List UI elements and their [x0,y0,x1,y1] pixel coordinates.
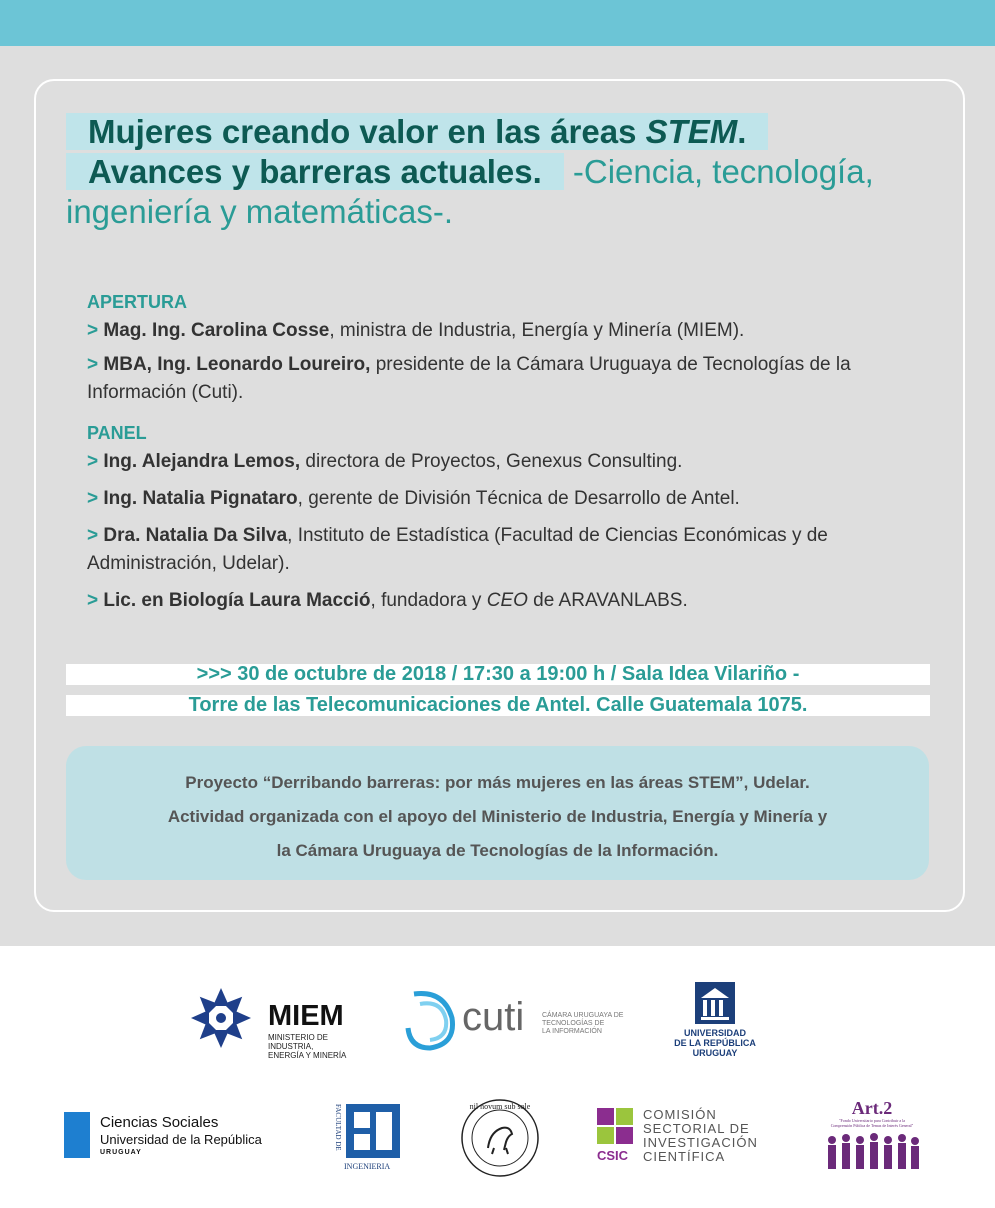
cuti-swirl-icon [404,988,458,1052]
program-list [87,286,887,615]
cs-name: Ciencias Sociales [100,1114,219,1131]
fing-logo [330,1104,406,1174]
list-item: > Mag. Ing. Carolina Cosse, ministra de Industria, Energía y Minería (MIEM). [87,320,745,341]
miem-subtitle: MINISTERIO DE INDUSTRIA, ENERGÍA Y MINERÍA [268,1033,347,1060]
csic-name: COMISIÓN SECTORIAL DE INVESTIGACIÓN CIENTÍFICA [643,1107,758,1164]
art2-subtitle: "Fondo Universitario para Contribuir a la Comprensión Pública de Temas de Interés General" [830,1118,914,1128]
csic-abbr: CSIC [597,1148,629,1163]
title-subtitle: -Ciencia, tecnología, ingeniería y matemáticas-. [66,153,874,230]
event-title [66,112,896,232]
cuti-name: cuti [462,995,525,1039]
udelar-building-icon [693,980,737,1026]
miem-name: MIEM [268,1000,344,1032]
title-line-2: Avances y barreras actuales. [66,153,564,190]
cs-country: URUGUAY [100,1149,142,1156]
project-line-2: Actividad organizada con el apoyo del Ministerio de Industria, Energía y Minería y [167,807,828,826]
top-color-bar [0,0,995,46]
event-date-line: >>> 30 de octubre de 2018 / 17:30 a 19:00 h / Sala Idea Vilariño - [66,664,930,685]
cuti-subtitle: CÁMARA URUGUAYA DE TECNOLOGÍAS DE LA INFORMACIÓN [542,1012,624,1035]
list-item: > MBA, Ing. Leonardo Loureiro, presidente de la Cámara Uruguaya de Tecnologías de la Información (Cuti). [87,354,851,403]
event-venue-line: Torre de las Telecomunicaciones de Antel. Calle Guatemala 1075. [66,695,930,716]
udelar-name: UNIVERSIDAD DE LA REPÚBLICA URUGUAY [674,1028,756,1058]
section-heading-apertura: APERTURA [87,292,188,312]
seal-motto: nil novum sub sole [469,1102,531,1111]
project-info-box [66,746,929,880]
fing-label-vertical: FACULTAD DE [334,1104,342,1151]
fing-emblem-icon [346,1104,400,1158]
list-item: > Dra. Natalia Da Silva, Instituto de Estadística (Facultad de Ciencias Económicas y de Administración, Udelar). [87,525,828,574]
list-item: > Ing. Alejandra Lemos, directora de Proyectos, Genexus Consulting. [87,451,683,472]
cs-blue-bar-icon [64,1112,90,1158]
list-item: > Lic. en Biología Laura Macció, fundadora y CEO de ARAVANLABS. [87,590,688,611]
cuti-logo [404,988,634,1052]
csic-squares-icon [597,1108,635,1144]
miem-logo [188,985,374,1060]
seal-logo [460,1098,540,1178]
project-line-3: la Cámara Uruguaya de Tecnologías de la Información. [276,841,719,860]
fing-name: INGENIERIA [344,1162,391,1171]
art2-people-icon [822,1130,922,1174]
art2-name: Art.2 [851,1098,893,1118]
list-item: > Ing. Natalia Pignataro, gerente de División Técnica de Desarrollo de Antel. [87,488,740,509]
csic-logo [597,1108,777,1168]
project-line-1: Proyecto “Derribando barreras: por más mujeres en las áreas STEM”, Udelar. [185,773,810,792]
title-line-1: Mujeres creando valor en las áreas STEM. [66,113,768,150]
cs-university: Universidad de la República [100,1132,262,1147]
udelar-logo [670,980,760,1062]
art2-logo [810,1098,934,1178]
ciencias-sociales-logo [64,1112,279,1162]
section-heading-panel: PANEL [87,423,147,443]
